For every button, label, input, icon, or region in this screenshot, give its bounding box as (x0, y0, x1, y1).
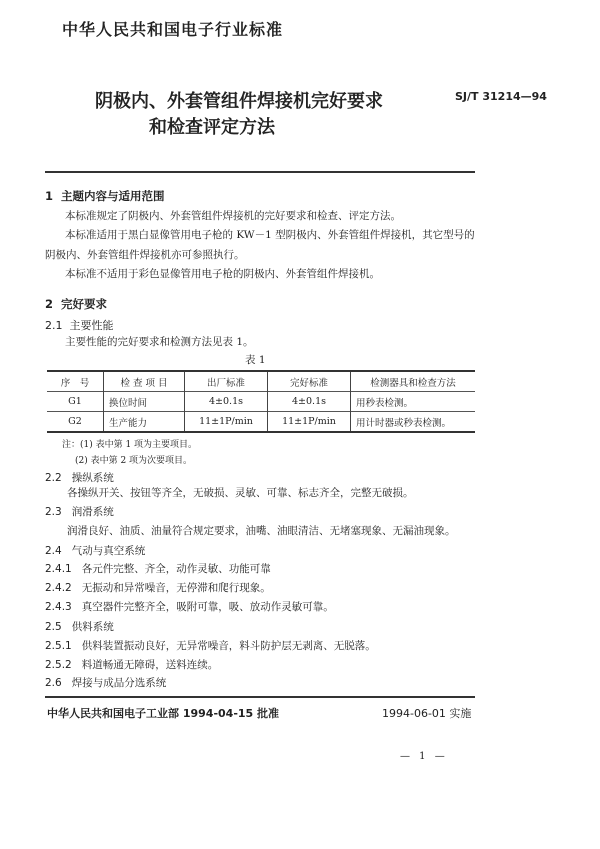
page-number: — 1 — (400, 751, 448, 762)
clause-text: 焊接与成品分选系统 (71, 677, 167, 689)
clause-number: 2.2 (45, 472, 62, 484)
clause-2-4-1 (45, 564, 271, 575)
issuer-header: 中华人民共和国电子行业标准 (62, 20, 284, 39)
effective-date: 1994-06-01 实施 (382, 707, 472, 720)
section-2-heading (45, 299, 107, 311)
subsection-number: 2.1 (45, 319, 63, 332)
clause-number: 2.6 (45, 677, 62, 689)
cell: 生产能力 (104, 412, 185, 433)
cell: 4±0.1s (185, 392, 268, 412)
clause-text: 无振动和异常噪音，无停滞和爬行现象。 (81, 582, 271, 594)
cell: 换位时间 (104, 392, 185, 412)
paragraph: 本标准规定了阴极内、外套管组件焊接机的完好要求和检查、评定方法。 (65, 210, 401, 222)
clause-2-5-2 (45, 660, 218, 671)
clause-number: 2.5.1 (45, 640, 72, 652)
clause-text: 供料装置振动良好，无异常噪音，料斗防护层无剥离、无脱落。 (81, 640, 376, 652)
subsection-2-1 (45, 320, 114, 331)
clause-text: 气动与真空系统 (71, 545, 146, 557)
clause-text: 各元件完整、齐全，动作灵敏、功能可靠 (81, 563, 271, 575)
clause-number: 2.4.3 (45, 601, 72, 613)
section-1-heading (45, 191, 165, 203)
clause-number: 2.4.2 (45, 582, 72, 594)
footer-rule (45, 696, 475, 698)
performance-table (47, 370, 475, 433)
clause-2-5-1 (45, 641, 376, 652)
clause-2-3 (45, 507, 114, 518)
clause-text: 润滑良好、油质、油量符合规定要求，油嘴、油眼清洁、无堵塞现象、无漏油现象。 (67, 525, 456, 537)
clause-text: 真空器件完整齐全，吸附可靠，吸、放动作灵敏可靠。 (81, 601, 334, 613)
cell: G2 (68, 416, 82, 427)
clause-number: 2.5 (45, 621, 62, 633)
header-rule (45, 171, 475, 173)
paragraph: 主要性能的完好要求和检测方法见表 1。 (65, 336, 254, 348)
paragraph: 本标准适用于黑白显像管用电子枪的 KW－1 型阴极内、外套管组件焊接机，其它型号的 (65, 229, 475, 241)
table-header-row (47, 371, 475, 392)
table-note: 注：(1) 表中第 1 项为主要项目。 (62, 440, 198, 450)
cell: 用计时器或秒表检测。 (351, 412, 476, 433)
section-number: 1 (45, 189, 54, 203)
paragraph: 阴极内、外套管组件焊接机亦可参照执行。 (45, 249, 245, 261)
cell: G1 (68, 396, 82, 407)
clause-2-2 (45, 473, 114, 484)
clause-2-4 (45, 546, 145, 557)
clause-text: 料道畅通无障碍，送料连续。 (81, 659, 219, 671)
table-row (47, 392, 475, 412)
section-title: 主题内容与适用范围 (61, 189, 165, 203)
cell: 用秒表检测。 (351, 392, 476, 412)
document-title-line1: 阴极内、外套管组件焊接机完好要求 (95, 91, 383, 112)
clause-2-5 (45, 622, 114, 633)
clause-number: 2.3 (45, 506, 62, 518)
cell: 11±1P/min (185, 412, 268, 433)
clause-text: 润滑系统 (71, 506, 114, 518)
clause-2-6 (45, 678, 166, 689)
table-caption: 表 1 (245, 354, 266, 366)
table-row (47, 412, 475, 433)
section-title: 完好要求 (61, 297, 108, 311)
table-note: (2) 表中第 2 项为次要项目。 (75, 456, 193, 466)
paragraph: 本标准不适用于彩色显像管用电子枪的阴极内、外套管组件焊接机。 (65, 268, 380, 280)
approval-line: 中华人民共和国电子工业部 1994-04-15 批准 (47, 707, 280, 720)
clause-text: 操纵系统 (71, 472, 114, 484)
cell: 4±0.1s (268, 392, 351, 412)
clause-number: 2.5.2 (45, 659, 72, 671)
column-header: 检 查 项 目 (104, 371, 185, 392)
subsection-title: 主要性能 (69, 319, 114, 332)
document-title-line2: 和检查评定方法 (149, 117, 275, 138)
clause-2-4-2 (45, 583, 271, 594)
cell: 11±1P/min (268, 412, 351, 433)
clause-text: 各操纵开关、按钮等齐全，无破损、灵敏、可靠、标志齐全，完整无破损。 (67, 487, 414, 499)
column-header: 出厂标准 (185, 371, 268, 392)
clause-number: 2.4.1 (45, 563, 72, 575)
section-number: 2 (45, 297, 54, 311)
column-header: 序 号 (60, 377, 90, 389)
clause-number: 2.4 (45, 545, 62, 557)
clause-2-4-3 (45, 602, 334, 613)
clause-text: 供料系统 (71, 621, 114, 633)
column-header: 检测器具和检查方法 (351, 371, 476, 392)
column-header: 完好标准 (268, 371, 351, 392)
standard-code: SJ/T 31214—94 (455, 90, 547, 103)
